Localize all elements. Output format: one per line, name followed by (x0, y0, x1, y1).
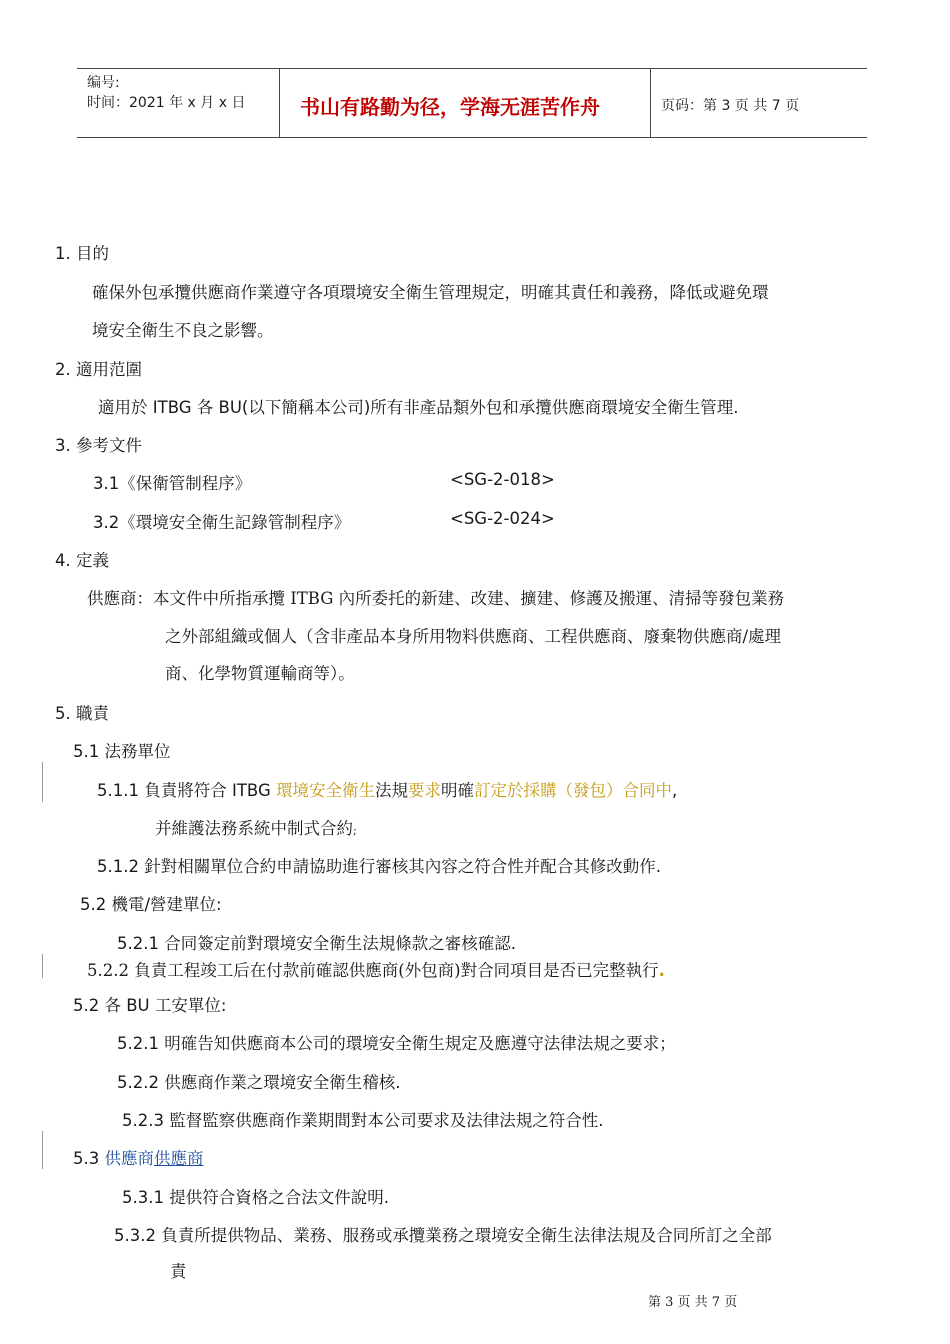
header-page-number: 页码：第 3 页 共 7 页 (661, 98, 800, 114)
motto-text: 书山有路勤为径，学海无涯苦作舟 (300, 95, 600, 119)
section-2-text: 適用於 ITBG 各 BU(以下簡稱本公司)所有非產品類外包和承攬供應商環境安全衛生管理. (98, 398, 739, 417)
section-5-2-title: 5.2 機電/營建單位: (80, 895, 222, 914)
item-5-3-2-line1: 5.3.2 負責所提供物品、業務、服務或承攬業務之環境安全衛生法律法規及合同所訂之全部 (114, 1226, 772, 1245)
revision-bar (42, 1131, 43, 1169)
section-1-text-line2: 境安全衛生不良之影響。 (92, 321, 274, 340)
section-5-3-label-a: 供應商 (104, 1149, 154, 1168)
item-5-1-1-part-e: 明確 (440, 781, 474, 800)
definition-line3: 商、化學物質運輸商等）。 (165, 664, 355, 683)
item-5-3-1: 5.3.1 提供符合資格之合法文件說明. (122, 1188, 389, 1207)
section-5-3-number: 5.3 (73, 1149, 105, 1168)
section-2-title: 2. 適用范圍 (55, 360, 142, 379)
item-5-1-1-part-d: 要求 (407, 781, 441, 800)
section-5-3-title (73, 1145, 204, 1169)
item-5-1-1-part-f: 訂定於採購（發包）合同中 (473, 781, 672, 800)
header-meta-cell (77, 69, 279, 137)
item-5-2-2 (87, 957, 665, 981)
item-5-1-1-part-g: , (671, 781, 678, 800)
header-page-cell (651, 69, 867, 137)
section-5-title: 5. 職責 (55, 704, 109, 723)
section-1-title: 1. 目的 (55, 244, 109, 263)
revision-bar (42, 954, 43, 978)
item-5-1-1-line2-text: 并維護法務系統中制式合約 (155, 819, 353, 838)
section-5-1-title: 5.1 法務單位 (73, 742, 171, 761)
reference-item-2: 3.2《環境安全衛生記錄管制程序》 (93, 513, 351, 532)
item-5-1-1-line2-end: ; (353, 824, 357, 837)
item-5-2-1: 5.2.1 合同簽定前對環境安全衛生法規條款之審核確認. (117, 934, 516, 953)
section-3-title: 3. 參考文件 (55, 436, 142, 455)
item-5-2-2-bu: 5.2.2 供應商作業之環境安全衛生稽核. (117, 1073, 401, 1092)
header-motto-cell (279, 69, 651, 137)
section-1-text-line1: 確保外包承攬供應商作業遵守各項環境安全衛生管理規定，明確其責任和義務，降低或避免環 (92, 283, 769, 302)
section-5-2-bu-title: 5.2 各 BU 工安單位: (73, 996, 227, 1015)
item-5-1-1 (97, 777, 677, 801)
item-5-1-1-part-a: 5.1.1 負責將符合 ITBG (97, 781, 276, 800)
definition-line1: 供應商：本文件中所指承攬 ITBG 內所委托的新建、改建、擴建、修護及搬運、清掃等發包業務 (87, 589, 785, 608)
date-label: 时间：2021 年 x 月 x 日 (87, 95, 246, 111)
item-5-1-1-part-c: 法規 (374, 781, 408, 800)
section-5-3-label-b: 供應商 (154, 1149, 204, 1168)
item-5-1-1-line2 (155, 815, 357, 839)
item-5-2-1-bu: 5.2.1 明確告知供應商本公司的環境安全衛生規定及應遵守法律法規之要求； (117, 1034, 676, 1053)
item-5-2-2-end: . (658, 961, 665, 980)
footer-page-number: 第 3 页 共 7 页 (648, 1295, 738, 1310)
item-5-1-2: 5.1.2 針對相關單位合約申請協助進行審核其內容之符合性并配合其修改動作. (97, 857, 661, 876)
section-4-title: 4. 定義 (55, 551, 109, 570)
code-label: 编号: (87, 75, 120, 91)
item-5-3-2-line2: 責 (170, 1262, 187, 1281)
reference-item-1: 3.1《保衛管制程序》 (93, 474, 252, 493)
document-header (77, 68, 867, 138)
revision-bar (42, 762, 43, 802)
item-5-1-1-part-b: 環境安全衛生 (275, 781, 375, 800)
item-5-2-3-bu: 5.2.3 監督監察供應商作業期間對本公司要求及法律法規之符合性. (122, 1111, 604, 1130)
reference-item-1-code: <SG-2-018> (450, 470, 555, 489)
definition-line2: 之外部組織或個人（含非產品本身所用物料供應商、工程供應商、廢棄物供應商/處理 (165, 627, 782, 646)
item-5-2-2-text: 5.2.2 負責工程竣工后在付款前確認供應商(外包商)對合同項目是否已完整執行 (87, 961, 659, 980)
reference-item-2-code: <SG-2-024> (450, 509, 555, 528)
